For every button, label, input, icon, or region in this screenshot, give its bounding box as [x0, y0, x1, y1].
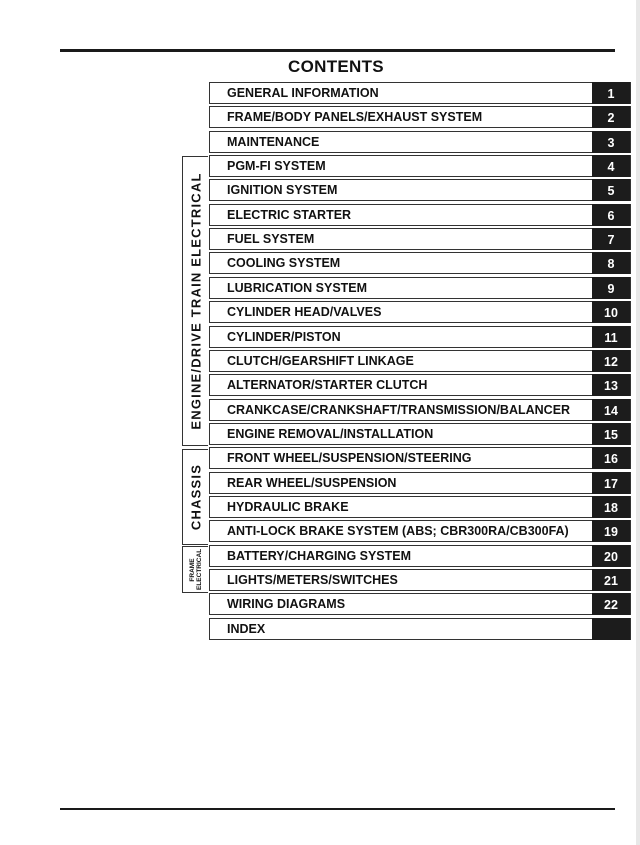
toc-entry-label: CLUTCH/GEARSHIFT LINKAGE [227, 353, 414, 368]
toc-entry[interactable] [209, 423, 631, 445]
toc-entry[interactable] [209, 569, 631, 591]
page-edge [636, 0, 640, 845]
toc-entry-number: 3 [592, 131, 630, 153]
toc-entry-number: 5 [592, 179, 630, 201]
toc-entry-number: 13 [592, 374, 630, 396]
toc-entry-number: 11 [592, 326, 630, 348]
toc-entry-number: 18 [592, 496, 630, 518]
toc-entry[interactable] [209, 350, 631, 372]
toc-entry-label: REAR WHEEL/SUSPENSION [227, 475, 397, 490]
toc-entry-label: LUBRICATION SYSTEM [227, 280, 368, 295]
toc-entry-label: HYDRAULIC BRAKE [227, 499, 349, 514]
toc-entry[interactable] [209, 593, 631, 615]
toc-entry-number: 12 [592, 350, 630, 372]
group-engine-drive-train-electrical [182, 156, 208, 446]
toc-entry-number: 20 [592, 545, 630, 567]
toc-entry-label: IGNITION SYSTEM [227, 183, 338, 198]
toc-entry-number [592, 618, 630, 640]
toc-entry-label: PGM-FI SYSTEM [227, 159, 326, 174]
toc-entry[interactable] [209, 277, 631, 299]
toc-entry-number: 9 [592, 277, 630, 299]
toc-entry-number: 19 [592, 520, 630, 542]
toc-entry[interactable] [209, 252, 631, 274]
group-label-engine: ENGINE/DRIVE TRAIN ELECTRICAL [188, 172, 203, 430]
toc-entry-label: BATTERY/CHARGING SYSTEM [227, 548, 412, 563]
toc-entry-label: WIRING DIAGRAMS [227, 597, 346, 612]
toc-entry-number: 16 [592, 447, 630, 469]
toc-entry-label: MAINTENANCE [227, 134, 320, 149]
toc-entry[interactable] [209, 618, 631, 640]
group-label-frame-electrical: FRAME ELECTRICAL [188, 548, 203, 590]
toc-entry-number: 10 [592, 301, 630, 323]
toc-entry-number: 1 [592, 82, 630, 104]
toc-entry-label: INDEX [227, 621, 266, 636]
toc-entry-number: 17 [592, 472, 630, 494]
toc-entry[interactable] [209, 131, 631, 153]
toc-entry-label: ENGINE REMOVAL/INSTALLATION [227, 426, 434, 441]
toc-entry[interactable] [209, 399, 631, 421]
toc-entry-number: 6 [592, 204, 630, 226]
toc-entry[interactable] [209, 155, 631, 177]
toc-entry-label: GENERAL INFORMATION [227, 86, 379, 100]
bottom-rule [60, 808, 615, 810]
toc-entry[interactable] [209, 301, 631, 323]
toc-entry-label: FUEL SYSTEM [227, 232, 315, 247]
toc-entry[interactable] [209, 326, 631, 348]
toc-entry[interactable] [209, 228, 631, 250]
toc-entry-label: FRAME/BODY PANELS/EXHAUST SYSTEM [227, 110, 483, 125]
toc-entry-label: CRANKCASE/CRANKSHAFT/TRANSMISSION/BALANCER [227, 402, 571, 417]
toc-entry[interactable] [209, 179, 631, 201]
toc-entry-label: COOLING SYSTEM [227, 256, 341, 271]
group-frame-electrical [182, 546, 208, 593]
group-label-chassis: CHASSIS [188, 463, 203, 531]
toc-entry-number: 15 [592, 423, 630, 445]
toc-entry-label: ELECTRIC STARTER [227, 207, 352, 222]
toc-entry[interactable] [209, 106, 631, 128]
toc-entry-number: 8 [592, 252, 630, 274]
toc-entry-label: CYLINDER/PISTON [227, 329, 341, 344]
toc-entry[interactable] [209, 496, 631, 518]
group-chassis [182, 449, 208, 545]
toc-entry-number: 2 [592, 106, 630, 128]
page-title: CONTENTS [288, 57, 384, 76]
toc-entry-number: 14 [592, 399, 630, 421]
toc-entry-label: ANTI-LOCK BRAKE SYSTEM (ABS; CBR300RA/CB300FA) [227, 524, 569, 539]
toc-entry-label: LIGHTS/METERS/SWITCHES [227, 573, 398, 587]
toc-entry-number: 4 [592, 155, 630, 177]
toc-entry[interactable] [209, 447, 631, 469]
toc-entry[interactable] [209, 204, 631, 226]
toc-entry[interactable] [209, 374, 631, 396]
toc-entry-number: 21 [592, 569, 630, 591]
toc-entry-label: FRONT WHEEL/SUSPENSION/STEERING [227, 451, 472, 466]
toc-entry-label: CYLINDER HEAD/VALVES [227, 305, 382, 320]
toc-entry[interactable] [209, 82, 631, 104]
toc-entry[interactable] [209, 472, 631, 494]
toc-entry-number: 7 [592, 228, 630, 250]
toc-entry[interactable] [209, 520, 631, 542]
top-rule [60, 49, 615, 52]
toc-entry-label: ALTERNATOR/STARTER CLUTCH [227, 378, 428, 393]
toc-entry[interactable] [209, 545, 631, 567]
toc-entry-number: 22 [592, 593, 630, 615]
